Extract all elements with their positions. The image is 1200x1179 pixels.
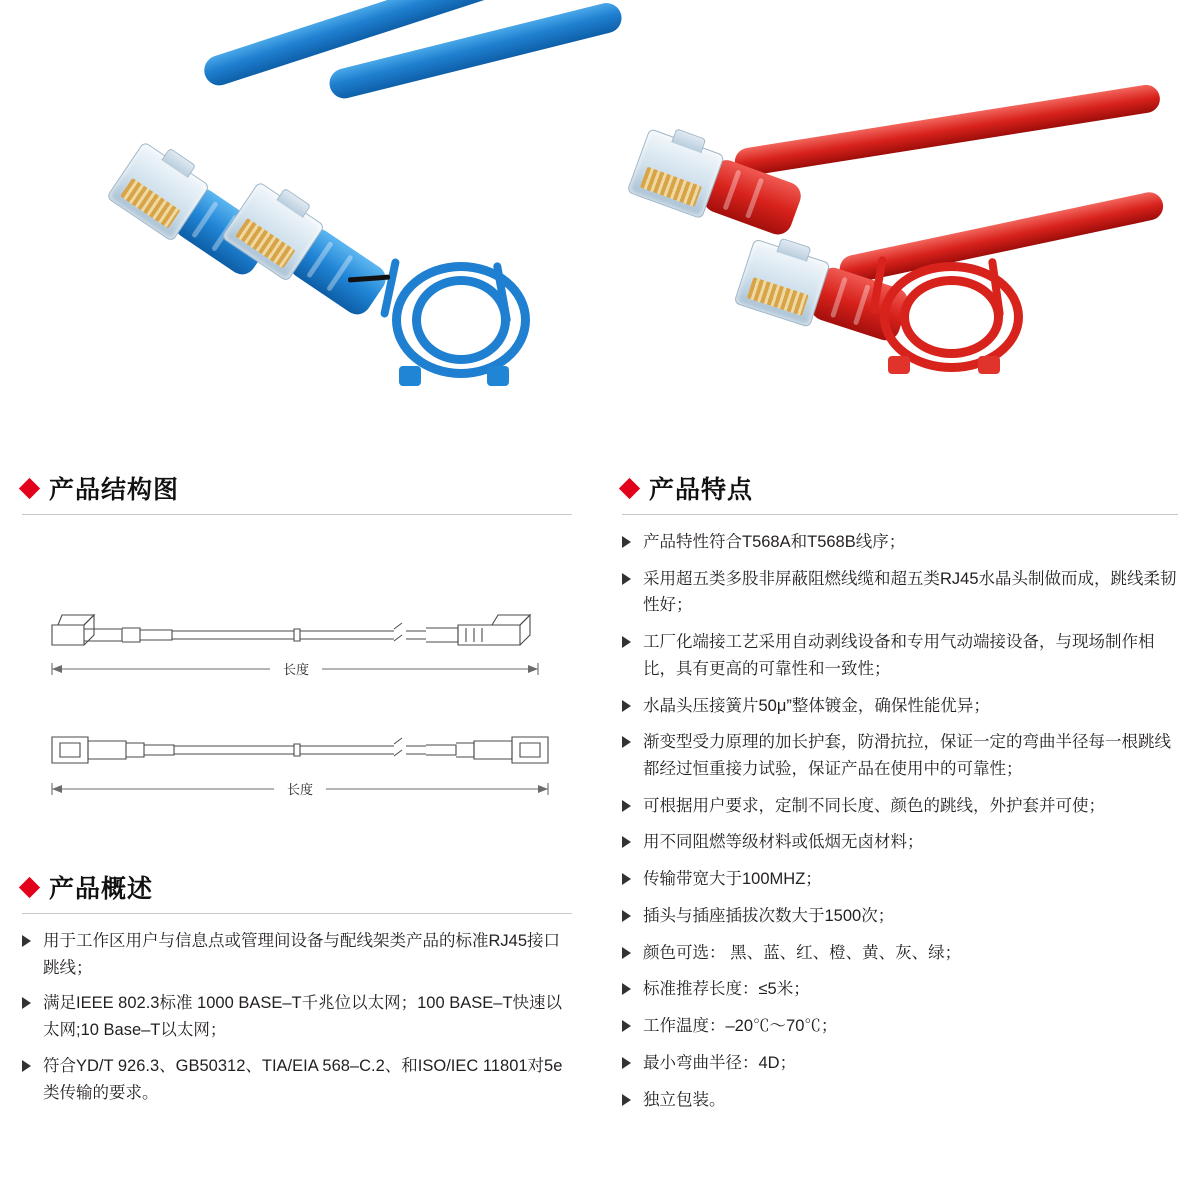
red-pins-1 bbox=[640, 167, 702, 208]
overview-item-text: 满足IEEE 802.3标准 1000 BASE–T千兆位以太网；100 BASE–T快速以太网;10 Base–T以太网； bbox=[43, 994, 563, 1040]
overview-heading: 产品概述 bbox=[49, 875, 154, 903]
triangle-bullet-icon bbox=[622, 983, 631, 995]
red-cable-jacket-lower bbox=[837, 190, 1166, 286]
triangle-bullet-icon bbox=[622, 800, 631, 812]
feature-item-text: 采用超五类多股非屏蔽阻燃线缆和超五类RJ45水晶头制做而成，跳线柔韧性好； bbox=[643, 569, 1177, 615]
list-item bbox=[622, 903, 1178, 930]
feature-item-text: 颜色可选： 黑、蓝、红、橙、黄、灰、绿； bbox=[643, 943, 962, 962]
triangle-bullet-icon bbox=[622, 736, 631, 748]
list-item bbox=[622, 693, 1178, 720]
product-photo-area bbox=[0, 0, 1200, 455]
triangle-bullet-icon bbox=[22, 935, 31, 947]
structure-diagram-svg bbox=[22, 529, 568, 729]
feature-item-text: 传输带宽大于100MHZ； bbox=[643, 870, 822, 889]
triangle-bullet-icon bbox=[622, 700, 631, 712]
structure-diagram bbox=[22, 529, 572, 835]
structure-length-label-top: 长度 bbox=[282, 662, 310, 677]
list-item bbox=[622, 976, 1178, 1003]
red-clip-2 bbox=[776, 238, 811, 262]
triangle-bullet-icon bbox=[622, 910, 631, 922]
feature-item-text: 用不同阻燃等级材料或低烟无卤材料； bbox=[643, 833, 924, 852]
list-item bbox=[622, 729, 1178, 782]
features-list bbox=[622, 529, 1178, 1113]
list-item bbox=[622, 940, 1178, 967]
feature-item-text: 工厂化端接工艺采用自动剥线设备和专用气动端接设备，与现场制作相比，具有更高的可靠性和一致性； bbox=[643, 633, 1155, 678]
features-section-header bbox=[622, 470, 1178, 515]
blue-coil-plug-1 bbox=[399, 366, 421, 386]
feature-item-text: 标准推荐长度：≤5米； bbox=[643, 980, 810, 999]
diamond-bullet-icon bbox=[619, 477, 640, 498]
overview-list bbox=[22, 928, 572, 1106]
list-item bbox=[622, 529, 1178, 556]
triangle-bullet-icon bbox=[622, 1057, 631, 1069]
feature-item-text: 插头与插座插拔次数大于1500次； bbox=[643, 906, 895, 925]
list-item bbox=[22, 1053, 572, 1106]
blue-coil-inner bbox=[412, 276, 510, 364]
diamond-bullet-icon bbox=[19, 477, 40, 498]
triangle-bullet-icon bbox=[22, 1060, 31, 1072]
feature-item-text: 产品特性符合T568A和T568B线序； bbox=[643, 533, 906, 551]
list-item bbox=[622, 629, 1178, 682]
triangle-bullet-icon bbox=[622, 836, 631, 848]
left-column bbox=[22, 470, 572, 1115]
diamond-bullet-icon bbox=[19, 876, 40, 897]
red-coil-inner bbox=[900, 276, 1003, 358]
feature-item-text: 最小弯曲半径：4D； bbox=[643, 1053, 797, 1072]
feature-item-text: 独立包装。 bbox=[643, 1090, 726, 1109]
list-item bbox=[622, 866, 1178, 893]
triangle-bullet-icon bbox=[622, 573, 631, 585]
red-coil-plug-1 bbox=[888, 356, 910, 374]
list-item bbox=[622, 829, 1178, 856]
feature-item-text: 工作温度：–20℃～70℃； bbox=[643, 1017, 838, 1036]
blue-clip-2 bbox=[276, 188, 311, 218]
overview-item-text: 用于工作区用户与信息点或管理间设备与配线架类产品的标准RJ45接口跳线； bbox=[43, 932, 561, 977]
triangle-bullet-icon bbox=[622, 873, 631, 885]
overview-section-header bbox=[22, 869, 572, 914]
triangle-bullet-icon bbox=[622, 947, 631, 959]
list-item bbox=[622, 1013, 1178, 1040]
red-clip-1 bbox=[671, 128, 706, 153]
structure-length-label-bottom: 长度 bbox=[286, 782, 314, 797]
blue-pins-1 bbox=[120, 178, 180, 229]
list-item bbox=[22, 928, 572, 981]
blue-coil-plug-2 bbox=[487, 366, 509, 386]
triangle-bullet-icon bbox=[622, 1094, 631, 1106]
right-column bbox=[622, 470, 1178, 1123]
list-item bbox=[622, 793, 1178, 820]
triangle-bullet-icon bbox=[622, 636, 631, 648]
red-pins-2 bbox=[747, 277, 809, 316]
feature-item-text: 可根据用户要求，定制不同长度、颜色的跳线，外护套并可使； bbox=[643, 796, 1105, 815]
feature-item-text: 渐变型受力原理的加长护套，防滑抗拉，保证一定的弯曲半径每一根跳线都经过恒重接力试验，保证产品在使用中的可靠性； bbox=[643, 733, 1171, 779]
structure-heading: 产品结构图 bbox=[49, 476, 180, 504]
list-item bbox=[622, 566, 1178, 619]
red-coil-plug-2 bbox=[978, 356, 1000, 374]
triangle-bullet-icon bbox=[22, 997, 31, 1009]
overview-item-text: 符合YD/T 926.3、GB50312、TIA/EIA 568–C.2、和ISO/IEC 11801对5e类传输的要求。 bbox=[43, 1056, 563, 1102]
red-cable-jacket-upper bbox=[733, 83, 1162, 178]
features-heading: 产品特点 bbox=[649, 476, 754, 504]
triangle-bullet-icon bbox=[622, 1020, 631, 1032]
blue-clip-1 bbox=[161, 148, 196, 178]
structure-diagram-svg-2 bbox=[22, 715, 568, 835]
feature-item-text: 水晶头压接簧片50μ”整体镀金，确保性能优异； bbox=[643, 696, 990, 715]
list-item bbox=[622, 1087, 1178, 1114]
structure-section-header bbox=[22, 470, 572, 515]
list-item bbox=[22, 990, 572, 1043]
triangle-bullet-icon bbox=[622, 536, 631, 548]
list-item bbox=[622, 1050, 1178, 1077]
